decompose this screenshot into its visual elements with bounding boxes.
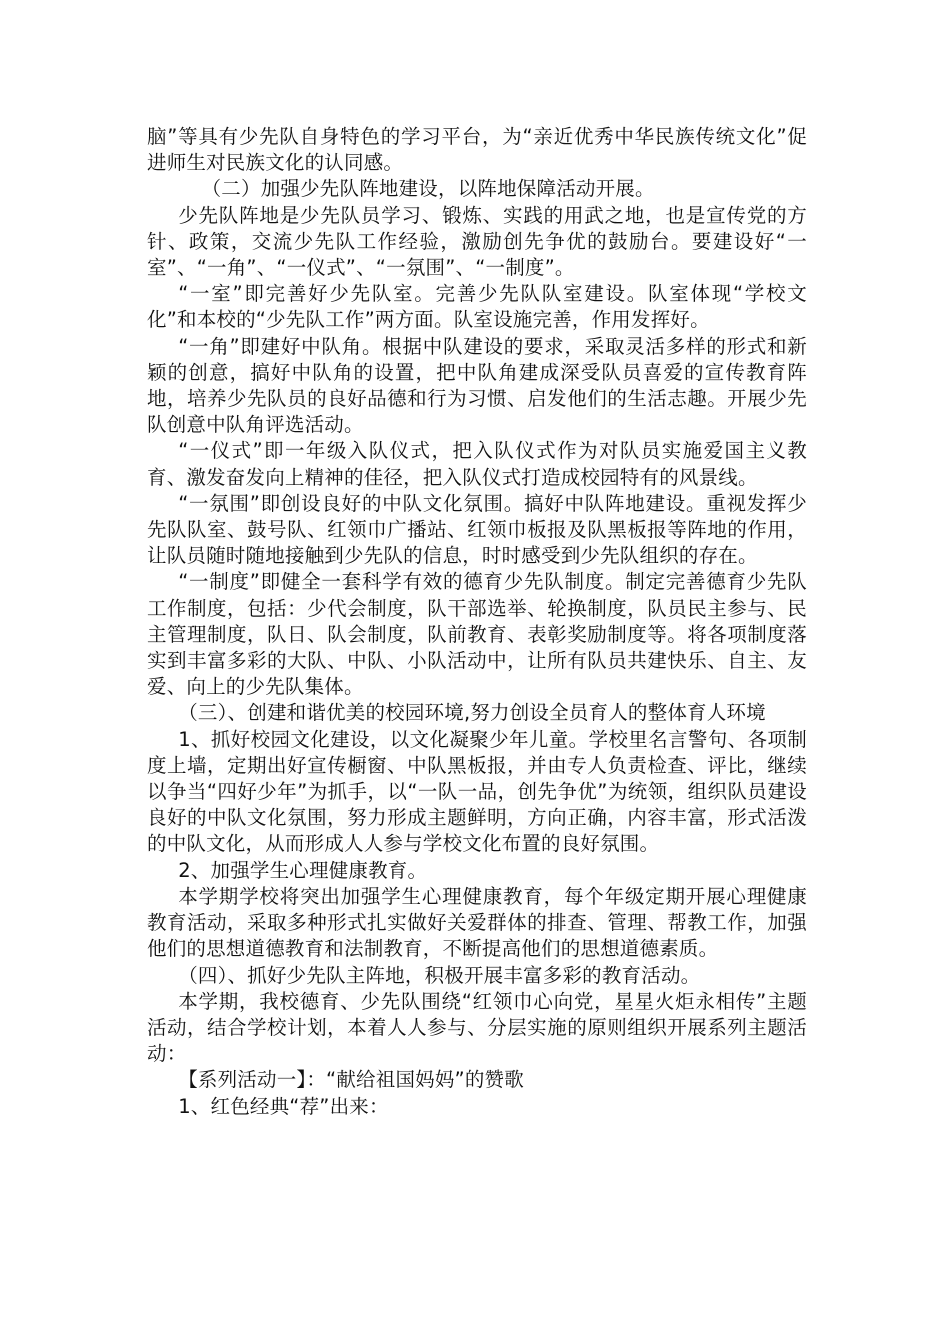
paragraph-continuation: 脑”等具有少先队自身特色的学习平台，为“亲近优秀中华民族传统文化”促进师生对民族文化的认同感。 xyxy=(147,125,807,175)
paragraph: “一氛围”即创设良好的中队文化氛围。搞好中队阵地建设。重视发挥少先队队室、鼓号队、红领巾广播站、红领巾板报及队黑板报等阵地的作用，让队员随时随地接触到少先队的信息，时时感受到少先队组织的存在。 xyxy=(147,491,807,568)
paragraph: 1、抓好校园文化建设，以文化凝聚少年儿童。学校里名言警句、各项制度上墙，定期出好宣传橱窗、中队黑板报，并由专人负责检查、评比，继续以争当“四好少年”为抓手，以“一队一品，创先争优”为统领，组织队员建设良好的中队文化氛围，努力形成主题鲜明，方向正确，内容丰富，形式活泼的中队文化，从而形成人人参与学校文化布置的良好氛围。 xyxy=(147,727,807,856)
paragraph: “一仪式”即一年级入队仪式，把入队仪式作为对队员实施爱国主义教育、激发奋发向上精神的佳径，把入队仪式打造成校园特有的风景线。 xyxy=(147,439,807,489)
paragraph: 本学期学校将突出加强学生心理健康教育，每个年级定期开展心理健康教育活动，采取多种形式扎实做好关爱群体的排查、管理、帮教工作，加强他们的思想道德教育和法制教育，不断提高他们的思想道德素质。 xyxy=(147,884,807,961)
subheading: 2、加强学生心理健康教育。 xyxy=(178,858,428,882)
section-heading-3: （三）、创建和谐优美的校园环境,努力创设全员育人的整体育人环境 xyxy=(178,701,766,725)
paragraph: 本学期，我校德育、少先队围绕“红领巾心向党，星星火炬永相传”主题活动，结合学校计划，本着人人参与、分层实施的原则组织开展系列主题活动： xyxy=(147,989,807,1066)
activity-heading: 【系列活动一】：“献给祖国妈妈”的赞歌 xyxy=(178,1068,524,1092)
document-body xyxy=(147,124,807,1120)
paragraph: “一室”即完善好少先队室。完善少先队队室建设。队室体现“学校文化”和本校的“少先队工作”两方面。队室设施完善，作用发挥好。 xyxy=(147,282,807,332)
paragraph: 少先队阵地是少先队员学习、锻炼、实践的用武之地，也是宣传党的方针、政策，交流少先队工作经验，激励创先争优的鼓励台。要建设好“一室”、“一角”、“一仪式”、“一氛围”、“一制度”。 xyxy=(147,203,807,280)
paragraph: “一制度”即健全一套科学有效的德育少先队制度。制定完善德育少先队工作制度，包括：少代会制度，队干部选举、轮换制度，队员民主参与、民主管理制度，队日、队会制度，队前教育、表彰奖励制度等。将各项制度落实到丰富多彩的大队、中队、小队活动中，让所有队员共建快乐、自主、友爱、向上的少先队集体。 xyxy=(147,570,807,699)
section-heading-4: （四）、抓好少先队主阵地，积极开展丰富多彩的教育活动。 xyxy=(178,963,701,987)
section-heading-2: （二）加强少先队阵地建设，以阵地保障活动开展。 xyxy=(201,177,655,201)
subheading: 1、红色经典“荐”出来： xyxy=(178,1094,389,1118)
paragraph: “一角”即建好中队角。根据中队建设的要求，采取灵活多样的形式和新颖的创意，搞好中队角的设置，把中队角建成深受队员喜爱的宣传教育阵地，培养少先队员的良好品德和行为习惯、启发他们的生活志趣。开展少先队创意中队角评选活动。 xyxy=(147,334,807,437)
